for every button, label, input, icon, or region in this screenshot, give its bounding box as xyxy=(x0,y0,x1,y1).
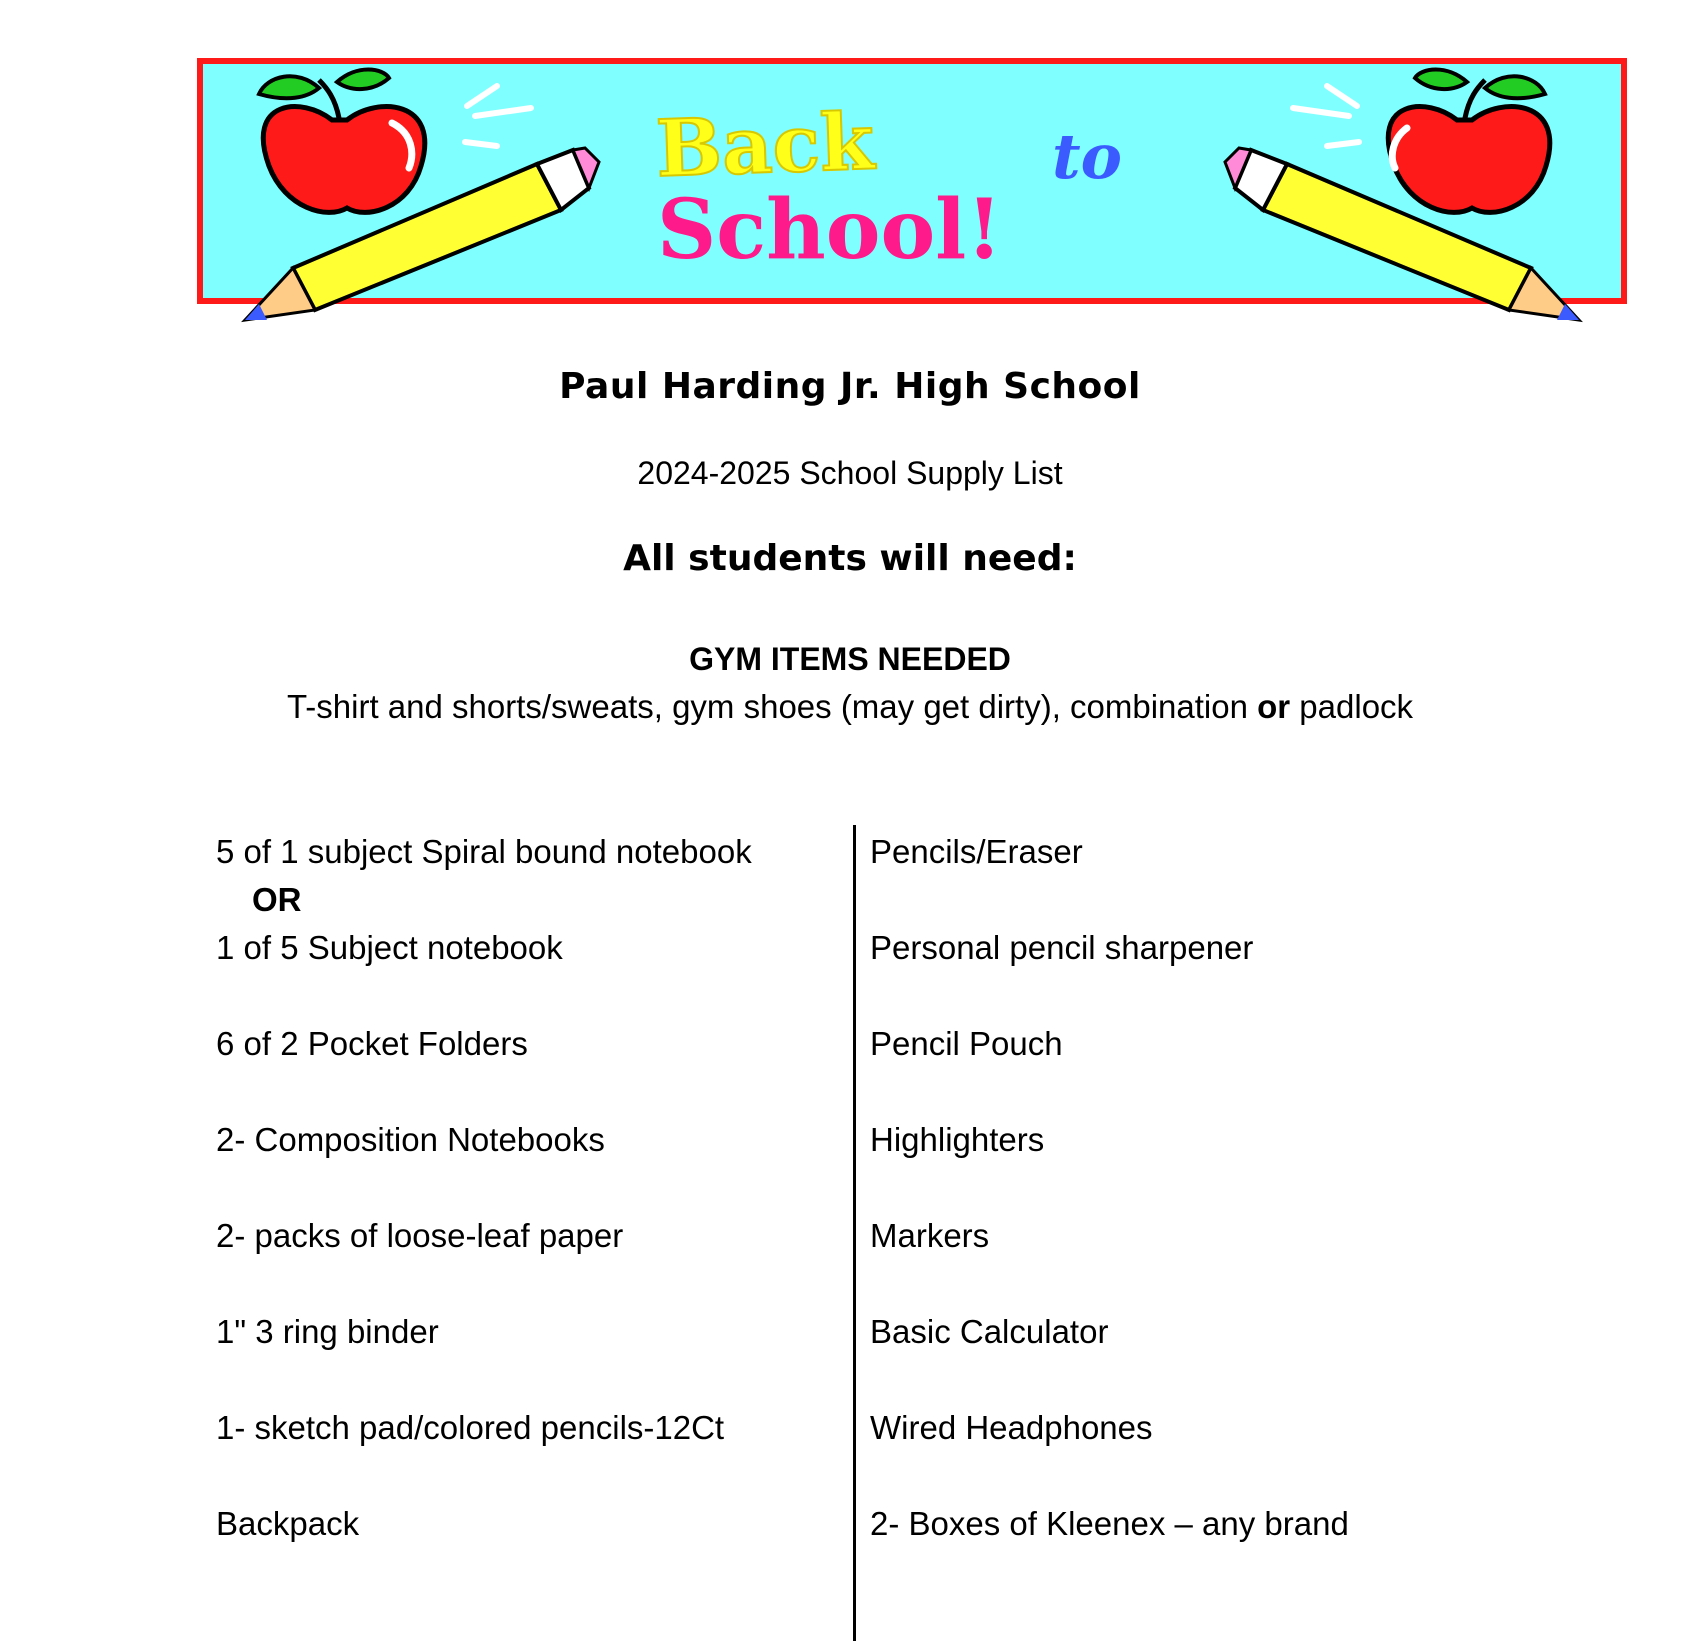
all-students-heading: All students will need: xyxy=(623,538,1077,579)
list-item: Personal pencil sharpener xyxy=(870,929,1254,966)
list-item: Basic Calculator xyxy=(870,1313,1109,1350)
list-item: Backpack xyxy=(216,1505,360,1542)
list-item: Highlighters xyxy=(870,1121,1045,1158)
gym-items-heading: GYM ITEMS NEEDED xyxy=(689,641,1011,677)
list-item: Wired Headphones xyxy=(870,1409,1153,1446)
column-divider xyxy=(853,825,856,1641)
supply-list-title: 2024-2025 School Supply List xyxy=(637,455,1063,491)
banner-school-text: School! xyxy=(657,182,1003,278)
banner-to-text: to xyxy=(1052,120,1122,193)
list-item: Pencils/Eraser xyxy=(870,833,1083,870)
list-item: 1" 3 ring binder xyxy=(216,1313,439,1350)
gym-text-before: T-shirt and shorts/sweats, gym shoes (may get dirty), combination xyxy=(286,688,1258,725)
gym-text-bold: or xyxy=(1257,688,1291,725)
list-item: 1 of 5 Subject notebook xyxy=(216,929,563,966)
list-item: Markers xyxy=(870,1217,990,1254)
back-to-school-banner xyxy=(197,58,1627,326)
school-name: Paul Harding Jr. High School xyxy=(559,366,1141,407)
list-item: 2- packs of loose-leaf paper xyxy=(216,1217,624,1254)
gym-text-after: padlock xyxy=(1290,688,1414,725)
list-item: 2- Composition Notebooks xyxy=(216,1121,605,1158)
list-item: 2- Boxes of Kleenex – any brand xyxy=(870,1505,1349,1542)
list-item: Pencil Pouch xyxy=(870,1025,1063,1062)
banner-back-text: Back xyxy=(654,96,876,195)
or-label: OR xyxy=(252,881,302,918)
list-item: 6 of 2 Pocket Folders xyxy=(216,1025,528,1062)
gym-items-text xyxy=(0,688,1700,726)
list-item: 1- sketch pad/colored pencils-12Ct xyxy=(216,1409,725,1446)
list-item: 5 of 1 subject Spiral bound notebook xyxy=(216,833,752,870)
